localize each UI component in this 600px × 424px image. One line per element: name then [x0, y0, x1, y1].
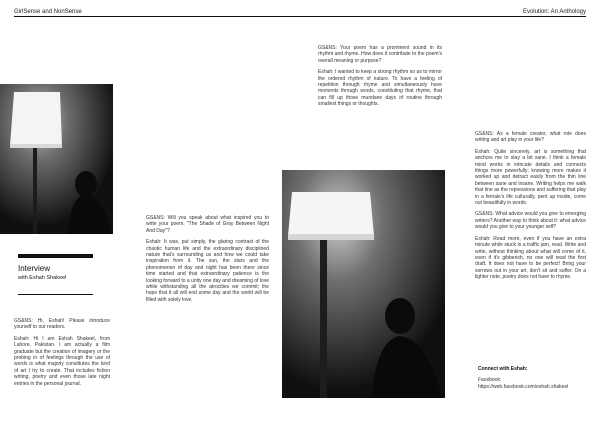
- title-bar: [18, 254, 93, 258]
- connect-block: [478, 366, 588, 390]
- question-4: GS&NS: As a female creator, what role does writing and art play in your life?: [475, 131, 586, 144]
- connect-platform: Facebook:: [478, 377, 502, 384]
- facebook-link[interactable]: https://web.facebook.com/eshah.shakeel: [478, 383, 569, 390]
- answer-5: Eshah: Read more, even if you have an extra minute while stuck in a traffic jam, read. Write and write, without thinking about what will come of it, even if it's gibberish, no one will read the first draft. It does not have to be perfect! Bring your sorrows out in your art, don't sit and suffer. On a lighter note, poetry does not have to rhyme.: [475, 235, 586, 281]
- connect-heading: Connect with Eshah:: [478, 366, 528, 372]
- question-1: GS&NS: Hi, Eshah! Please introduce yourself to our readers.: [14, 318, 110, 331]
- interview-subtitle: with Eshah Shakeel: [18, 275, 67, 281]
- portrait-photo-right: [282, 170, 445, 398]
- question-3: GS&NS: Your poem has a prominent sound in its rhythm and rhyme. How does it contribute to the poem's overall meaning or purpose?: [318, 45, 442, 64]
- header-right: Evolution: An Anthology: [522, 9, 586, 15]
- answer-4: Eshah: Quite sincerely, art is something that anchors me to stay a bit sane. I think a female mind works in intricate details and connects things more powerfully; knowing more makes it worked up and detract easily from the thin line between sane and insane. Writing helps me walk that line as the repressions and suffering that play in a female's life culturally, pent up inside, come out beautifully in words.: [475, 148, 586, 207]
- question-5: GS&NS: What advice would you give to emerging writers? Another way to think about it: what advice would you give to your younger self?: [475, 211, 586, 231]
- header-rule: [14, 16, 586, 17]
- interview-title: Interview: [18, 264, 51, 273]
- portrait-photo-left: [0, 84, 113, 234]
- title-underline: [18, 294, 93, 295]
- header-left: GirlSense and NonSense: [14, 9, 82, 15]
- column-2-text: [146, 215, 269, 308]
- column-1-text: [14, 318, 110, 392]
- answer-2: Eshah: It was, put simply, the glaring contrast of the chaotic human life and the extraordinary disciplined nature that's surrounding us and how we could take inspiration from it. The sun, the stars and the phenomenon of day and night has been there since time started and that extraordinary patience is the looking forward to a unity one day and dreaming of love while withstanding all the atrocities we commit; the hope that it all will end some day and the world will be filled with solely love.: [146, 239, 269, 303]
- column-4-text: [475, 131, 586, 286]
- answer-3: Eshah: I wanted to keep a strong rhythm so as to mirror the ordered rhythm of nature. To have a feeling of repetition through rhyme and simultaneously have moments through words, constituting that rhyme, that can fill up those mundane days of routine through smallest things or thoughts.: [318, 69, 442, 108]
- question-2: GS&NS: Will you speak about what inspired you to write your poem, "The Shade of Gray Between Night And Day"?: [146, 215, 269, 234]
- answer-1: Eshah: Hi I am Eshah Shakeel, from Lahore, Pakistan. I am actually a film graduate but the creation of imagery or the probing in of feelings through the use of words is what majorly constitutes the kind of art I try to create. That includes fiction writing, poetry and even those late night entries in the personal journal.: [14, 335, 110, 387]
- column-3-text: [318, 45, 442, 113]
